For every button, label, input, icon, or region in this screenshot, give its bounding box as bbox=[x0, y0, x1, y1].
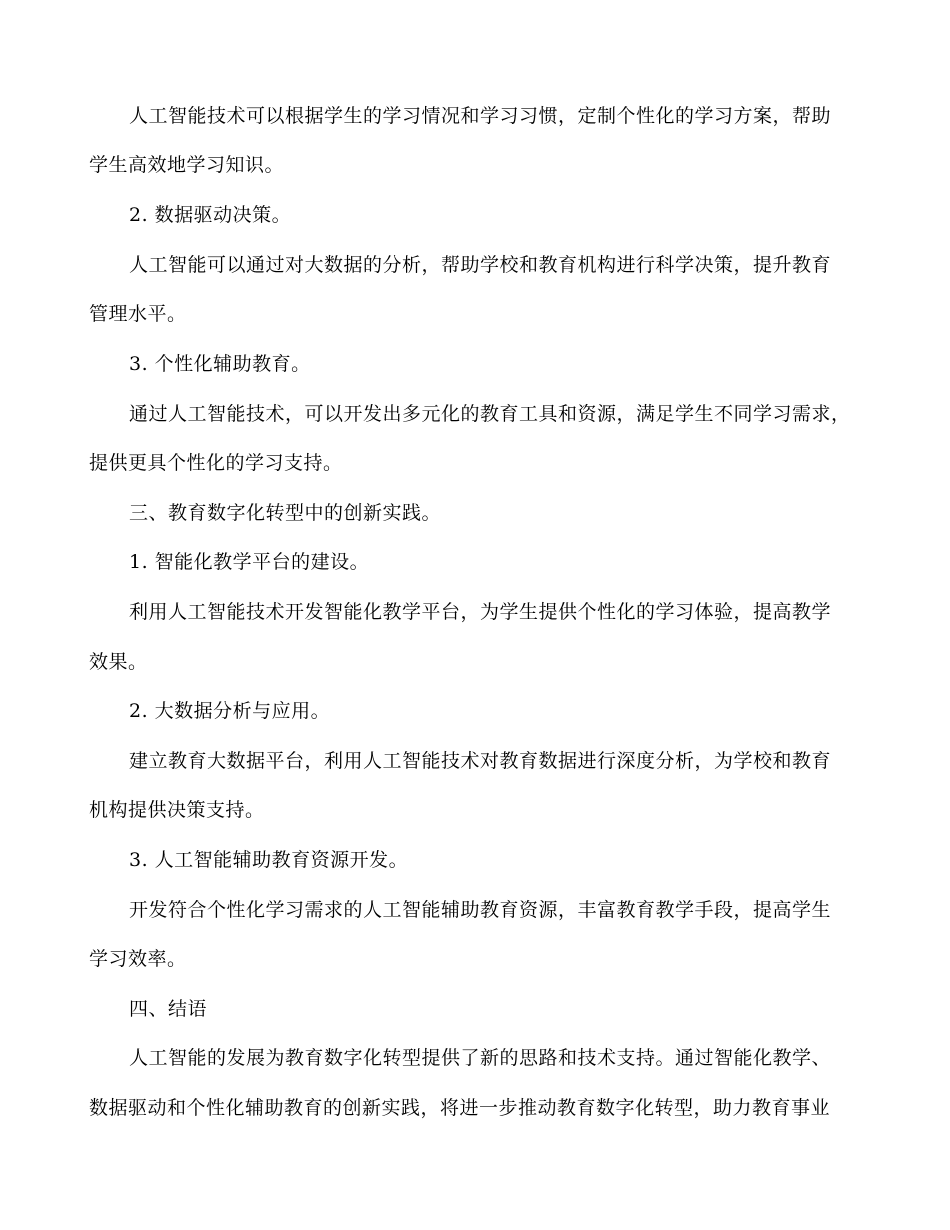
subheading-intelligent-platform: 1. 智能化教学平台的建设。 bbox=[129, 551, 370, 573]
paragraph-big-data-line-1: 建立教育大数据平台，利用人工智能技术对教育数据进行深度分析，为学校和教育 bbox=[129, 750, 832, 772]
paragraph-ai-resources-line-2: 学习效率。 bbox=[89, 948, 187, 970]
paragraph-big-data-line-2: 机构提供决策支持。 bbox=[89, 799, 265, 821]
section-heading-conclusion: 四、结语 bbox=[129, 998, 208, 1020]
paragraph-personalized-learning-line-1: 人工智能技术可以根据学生的学习情况和学习习惯，定制个性化的学习方案，帮助 bbox=[129, 105, 832, 127]
subheading-data-driven-decision: 2. 数据驱动决策。 bbox=[129, 204, 292, 226]
paragraph-personalized-learning-line-2: 学生高效地学习知识。 bbox=[89, 154, 285, 176]
paragraph-intelligent-platform-line-1: 利用人工智能技术开发智能化教学平台，为学生提供个性化的学习体验，提高教学 bbox=[129, 601, 832, 623]
section-heading-innovative-practice: 三、教育数字化转型中的创新实践。 bbox=[129, 502, 442, 524]
paragraph-data-driven-line-1: 人工智能可以通过对大数据的分析，帮助学校和教育机构进行科学决策，提升教育 bbox=[129, 254, 832, 276]
paragraph-assisted-education-line-1: 通过人工智能技术，可以开发出多元化的教育工具和资源，满足学生不同学习需求， bbox=[129, 403, 851, 425]
paragraph-conclusion-line-2: 数据驱动和个性化辅助教育的创新实践，将进一步推动教育数字化转型，助力教育事业 bbox=[89, 1097, 831, 1119]
subheading-big-data: 2. 大数据分析与应用。 bbox=[129, 700, 331, 722]
paragraph-intelligent-platform-line-2: 效果。 bbox=[89, 651, 148, 673]
paragraph-ai-resources-line-1: 开发符合个性化学习需求的人工智能辅助教育资源，丰富教育教学手段，提高学生 bbox=[129, 899, 832, 921]
subheading-ai-resources: 3. 人工智能辅助教育资源开发。 bbox=[129, 849, 409, 871]
paragraph-assisted-education-line-2: 提供更具个性化的学习支持。 bbox=[89, 452, 343, 474]
subheading-personalized-assisted-education: 3. 个性化辅助教育。 bbox=[129, 353, 311, 375]
paragraph-data-driven-line-2: 管理水平。 bbox=[89, 303, 187, 325]
paragraph-conclusion-line-1: 人工智能的发展为教育数字化转型提供了新的思路和技术支持。通过智能化教学、 bbox=[129, 1047, 832, 1069]
